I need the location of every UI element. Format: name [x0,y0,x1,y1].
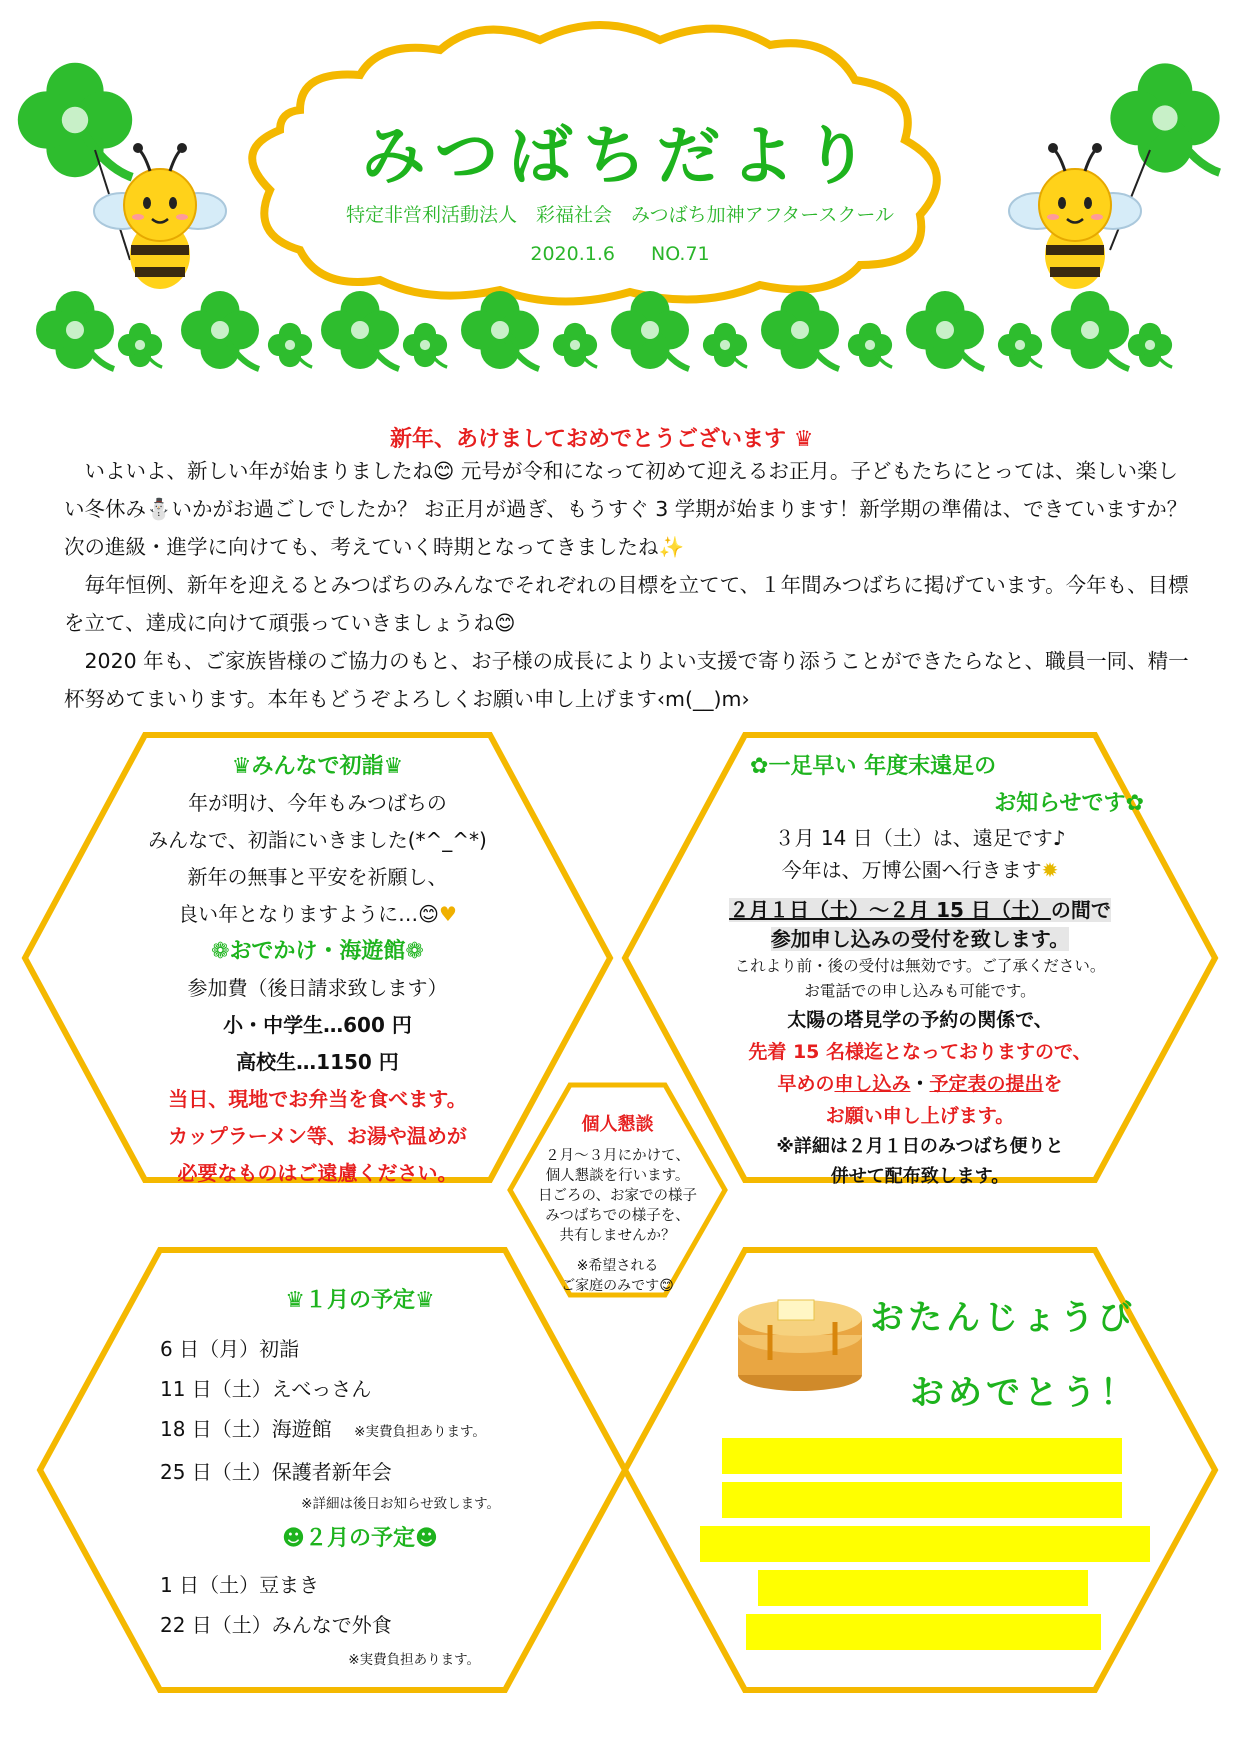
schedule-item: 25 日（土）保護者新年会 [160,1460,392,1484]
birthday-line: おたんじょうび [870,1298,1136,1338]
outing-heading: おでかけ・海遊館 [229,939,406,964]
hatsumode-section [90,748,545,1192]
issue-number: NO.71 [651,243,710,265]
intro-paragraph: 2020 年も、ご家族皆様のご協力のもと、お子様の成長によりよい支援で寄り添うことができたらなと、職員一同、精一杯努めてまいります。本年もどうぞよろしくお願い申し上げます‹m(__)m› [64,649,1189,711]
issue-date: 2020.1.6 [530,243,615,265]
pancake-icon [738,1300,862,1391]
excursion-heading: 一足早い 年度末遠足の [768,754,997,779]
kagamimochi-icon: ♛ [793,427,814,452]
excursion-section: ✿一足早い 年度末遠足の お知らせです✿ ３月 14 日（土）は、遠足です♪ 今年は、万博公園へ行きます✹ ２月１日（土）～２月 15 日（土）の間で 参加申し込みの受付を致します。 これより前・後の受付は無効です。ご了承ください。 お電話での申し込みも可能です。 太陽の塔見学の予約の関係で、 先着 15 名様迄となっておりますので、 早めの申し込み・予定表の提出を お願い申し上げます。 ※詳細は２月１日のみつばち便りと 併せて配布致します。 [690,748,1150,1192]
excursion-note: お電話での申し込みも可能です。 [804,982,1036,1000]
schedule-footnote: ※実費負担あります。 [348,1652,480,1668]
birthday-name-bar [722,1438,1122,1474]
excursion-detail: ※詳細は２月１日のみつばち便りと [776,1136,1064,1157]
birthday-name-bar [758,1570,1088,1606]
intro-paragraph: 毎年恒例、新年を迎えるとみつばちのみんなでそれぞれの目標を立てて、１年間みつばちに掲げています。今年も、目標を立て、達成に向けて頑張っていきましょうね😊 [64,573,1189,635]
excursion-request: お願い申し上げます。 [825,1105,1015,1127]
birthday-name-bar [722,1482,1122,1518]
kagamimochi-icon: ♛ [415,1288,435,1313]
organization-name: 特定非営利活動法人 彩福社会 みつばち加神アフタースクール [346,204,894,226]
excursion-reason: 太陽の塔見学の予約の関係で、 [787,1009,1053,1031]
newsletter-title: みつばちだより [361,120,879,194]
interview-line: 共有しませんか？ [559,1228,676,1244]
schedule-section [160,1282,560,1675]
new-year-greeting: 新年、あけましておめでとうございます ♛ [390,427,814,452]
february-heading: ２月の予定 [304,1526,415,1551]
hatsumode-line: みんなで、初詣にいきました(*^_^*) [148,828,487,852]
excursion-date: ３月 14 日（土）は、遠足です♪ [774,826,1066,850]
excursion-note: これより前・後の受付は無効です。ご了承ください。 [734,957,1106,975]
interview-heading: 個人懇談 [581,1114,654,1135]
fish-icon: ❁ [405,939,424,964]
excursion-detail: 併せて配布致します。 [830,1166,1010,1187]
schedule-item: 18 日（土）海遊館 ※実費負担あります。 [160,1417,486,1441]
schedule-item: 1 日（土）豆まき [160,1573,320,1597]
schedule-item: 11 日（土）えべっさん [160,1377,372,1401]
intro-text [64,452,1208,718]
heart-icon: ♥ [438,902,457,926]
hatsumode-line: 良い年となりますように… [178,902,419,926]
smile-icon: 😊 [659,1278,674,1294]
interview-line: 個人懇談を行います。 [545,1168,690,1184]
interview-line: 日ごろの、お家での様子 [538,1188,697,1204]
lunch-warning: 必要なものはご遠慮ください。 [177,1161,458,1185]
lunch-warning: 当日、現地でお弁当を食べます。 [168,1087,467,1111]
interview-note: ※希望される [576,1258,659,1274]
hatsumode-heading: みんなで初詣 [251,754,384,779]
schedule-footnote: ※詳細は後日お知らせ致します。 [301,1496,500,1512]
bee-icon [1009,143,1141,289]
oni-icon: ☻ [415,1526,438,1551]
kagamimochi-icon: ♛ [383,754,404,779]
clover-icon [1110,63,1219,172]
birthday-name-bar [700,1526,1150,1562]
kagamimochi-icon: ♛ [231,754,252,779]
intro-paragraph: いよいよ、新しい年が始まりましたね😊 元号が令和になって初めて迎えるお正月。子どもたちにとっては、楽しい楽しい冬休み⛄いかがお過ごしでしたか？ お正月が過ぎ、もうすぐ 3 学期が始まります！新学期の準備は、できていますか？ 次の進級・進学に向けても、考えていく時期となってきましたね✨ [64,459,1208,559]
application-accept: 参加申し込みの受付を致します。 [770,927,1070,951]
excursion-heading: お知らせです [994,791,1126,816]
fee-high: 高校生…1150 円 [236,1050,399,1074]
kagamimochi-icon: ♛ [285,1288,305,1313]
interview-note: ご家庭のみです [561,1278,660,1294]
schedule-note: ※実費負担あります。 [354,1424,486,1440]
sun-icon: ✹ [1041,858,1059,882]
hatsumode-line: 年が明け、今年もみつばちの [188,791,447,815]
fish-icon: ❁ [211,939,230,964]
excursion-request: 早めの申し込み・予定表の提出を [777,1073,1063,1095]
january-heading: １月の予定 [304,1288,415,1313]
birthday-line: おめでとう！ [910,1373,1138,1413]
birthday-name-bar [746,1614,1101,1650]
fee-label: 参加費（後日請求致します） [187,976,448,1000]
smile-icon: 😊 [418,902,439,926]
lunch-warning: カップラーメン等、お湯や温めが [168,1124,467,1148]
schedule-item: 22 日（土）みんなで外食 [160,1613,392,1637]
excursion-place: 今年は、万博公園へ行きます [781,858,1042,882]
clover-icon [18,63,132,177]
schedule-item: 6 日（月）初詣 [160,1337,300,1361]
fee-elementary: 小・中学生…600 円 [223,1013,412,1037]
oni-icon: ☻ [282,1526,305,1551]
issue-info [430,243,810,265]
hatsumode-line: 新年の無事と平安を祈願し、 [187,865,448,889]
flower-icon: ✿ [1125,791,1144,816]
interview-section [520,1110,715,1296]
flower-icon: ✿ [750,754,769,779]
excursion-capacity: 先着 15 名様迄となっておりますので、 [748,1041,1092,1063]
interview-line: ２月～３月にかけて、 [545,1148,690,1164]
interview-line: みつばちでの様子を、 [545,1208,690,1224]
application-period: ２月１日（土）～２月 15 日（土） [729,898,1051,922]
